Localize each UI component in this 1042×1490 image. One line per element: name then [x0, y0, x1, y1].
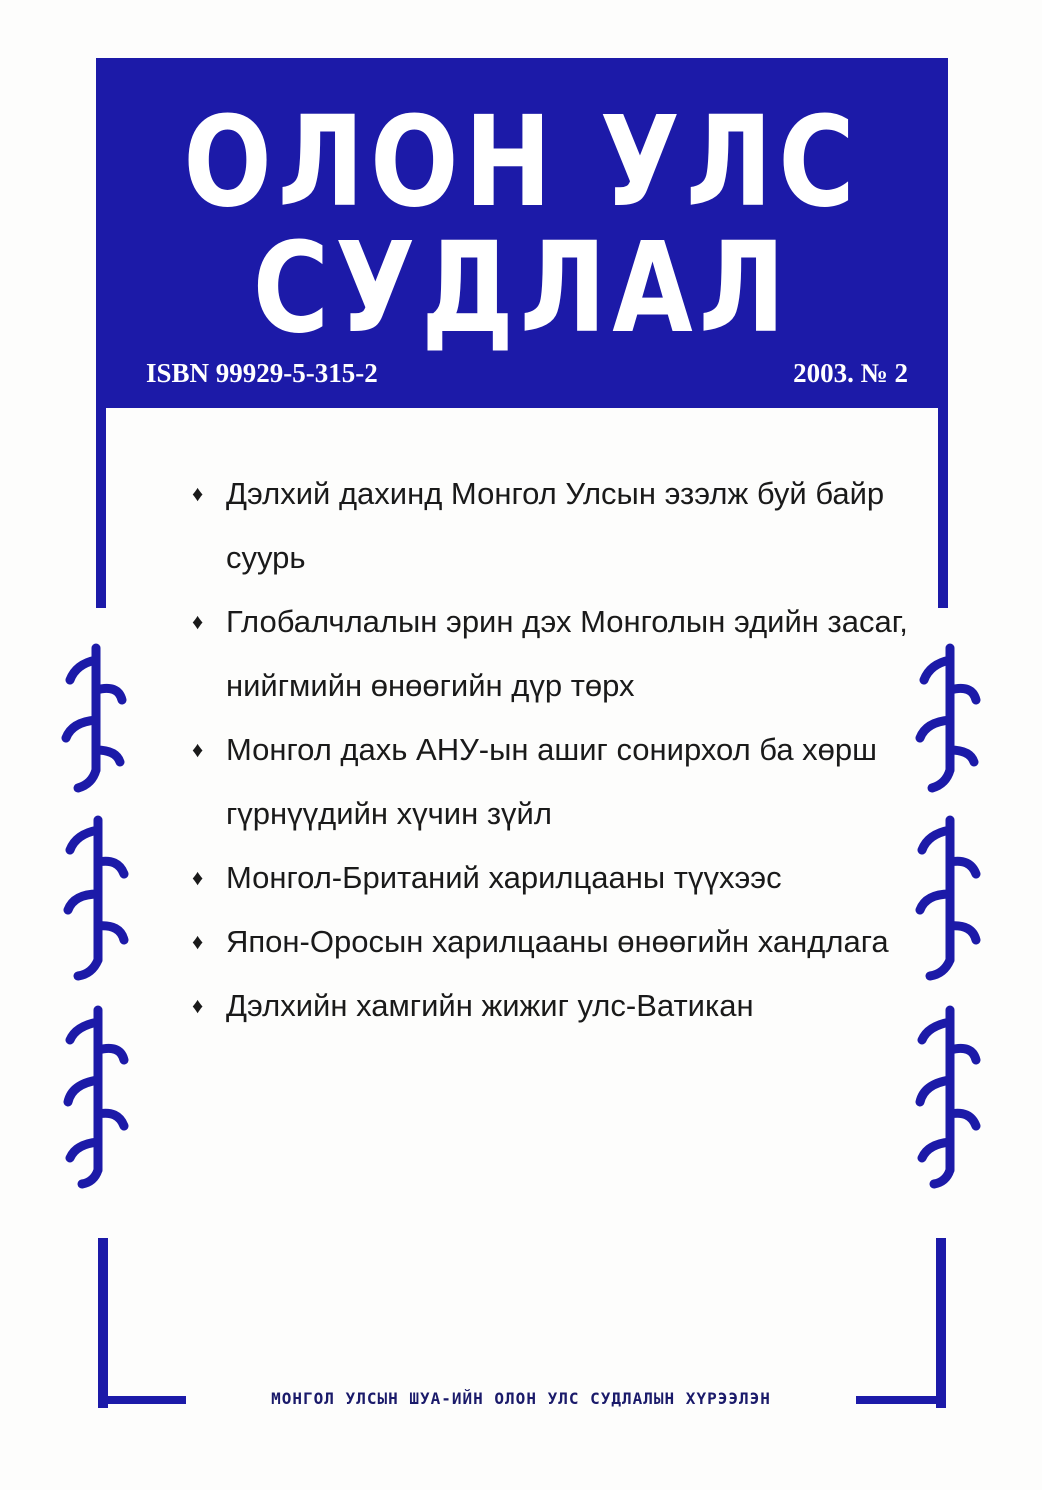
isbn-label: ISBN 99929-5-315-2 [146, 358, 378, 388]
masthead-banner [96, 58, 948, 408]
diamond-bullet-icon: ♦ [192, 929, 204, 954]
item-line-1: Глобалчлалын эрин дэх Монголын эдийн засаг, [226, 604, 908, 639]
frame-left-lower [98, 1238, 108, 1408]
list-item [192, 470, 892, 582]
item-line-2: суурь [226, 540, 306, 575]
mongolian-script-right-icon [910, 630, 990, 1190]
list-item [192, 918, 892, 966]
item-line-2: нийгмийн өнөөгийн дүр төрх [226, 668, 635, 703]
diamond-bullet-icon: ♦ [192, 609, 204, 634]
item-line-1: Дэлхий дахинд Монгол Улсын эзэлж буй байр [226, 476, 885, 511]
item-line-1: Дэлхийн хамгийн жижиг улс-Ватикан [226, 988, 754, 1023]
frame-right-upper [938, 408, 948, 608]
item-line-1: Монгол-Британий харилцааны түүхээс [226, 860, 782, 895]
list-item [192, 854, 892, 902]
diamond-bullet-icon: ♦ [192, 865, 204, 890]
publisher-footer: МОНГОЛ УЛСЫН ШУА-ИЙН ОЛОН УЛС СУДЛАЛЫН ХҮРЭЭЛЭН [186, 1384, 856, 1414]
mongolian-script-left-icon [52, 630, 132, 1190]
issue-number: 2003. № 2 [793, 358, 908, 388]
item-line-1: Япон-Оросын харилцааны өнөөгийн хандлага [226, 924, 889, 959]
diamond-bullet-icon: ♦ [192, 993, 204, 1018]
diamond-bullet-icon: ♦ [192, 481, 204, 506]
list-item [192, 726, 892, 838]
frame-right-lower [936, 1238, 946, 1408]
diamond-bullet-icon: ♦ [192, 737, 204, 762]
contents-list [192, 470, 908, 1030]
list-item [192, 982, 892, 1030]
title-line-2: СУДЛАЛ [252, 214, 792, 362]
title-line-1: ОЛОН УЛС [183, 88, 861, 236]
item-line-2: гүрнүүдийн хүчин зүйл [226, 796, 552, 831]
frame-left-upper [96, 408, 106, 608]
item-line-1: Монгол дахь АНУ-ын ашиг сонирхол ба хөрш [226, 732, 878, 767]
list-item [192, 598, 908, 710]
